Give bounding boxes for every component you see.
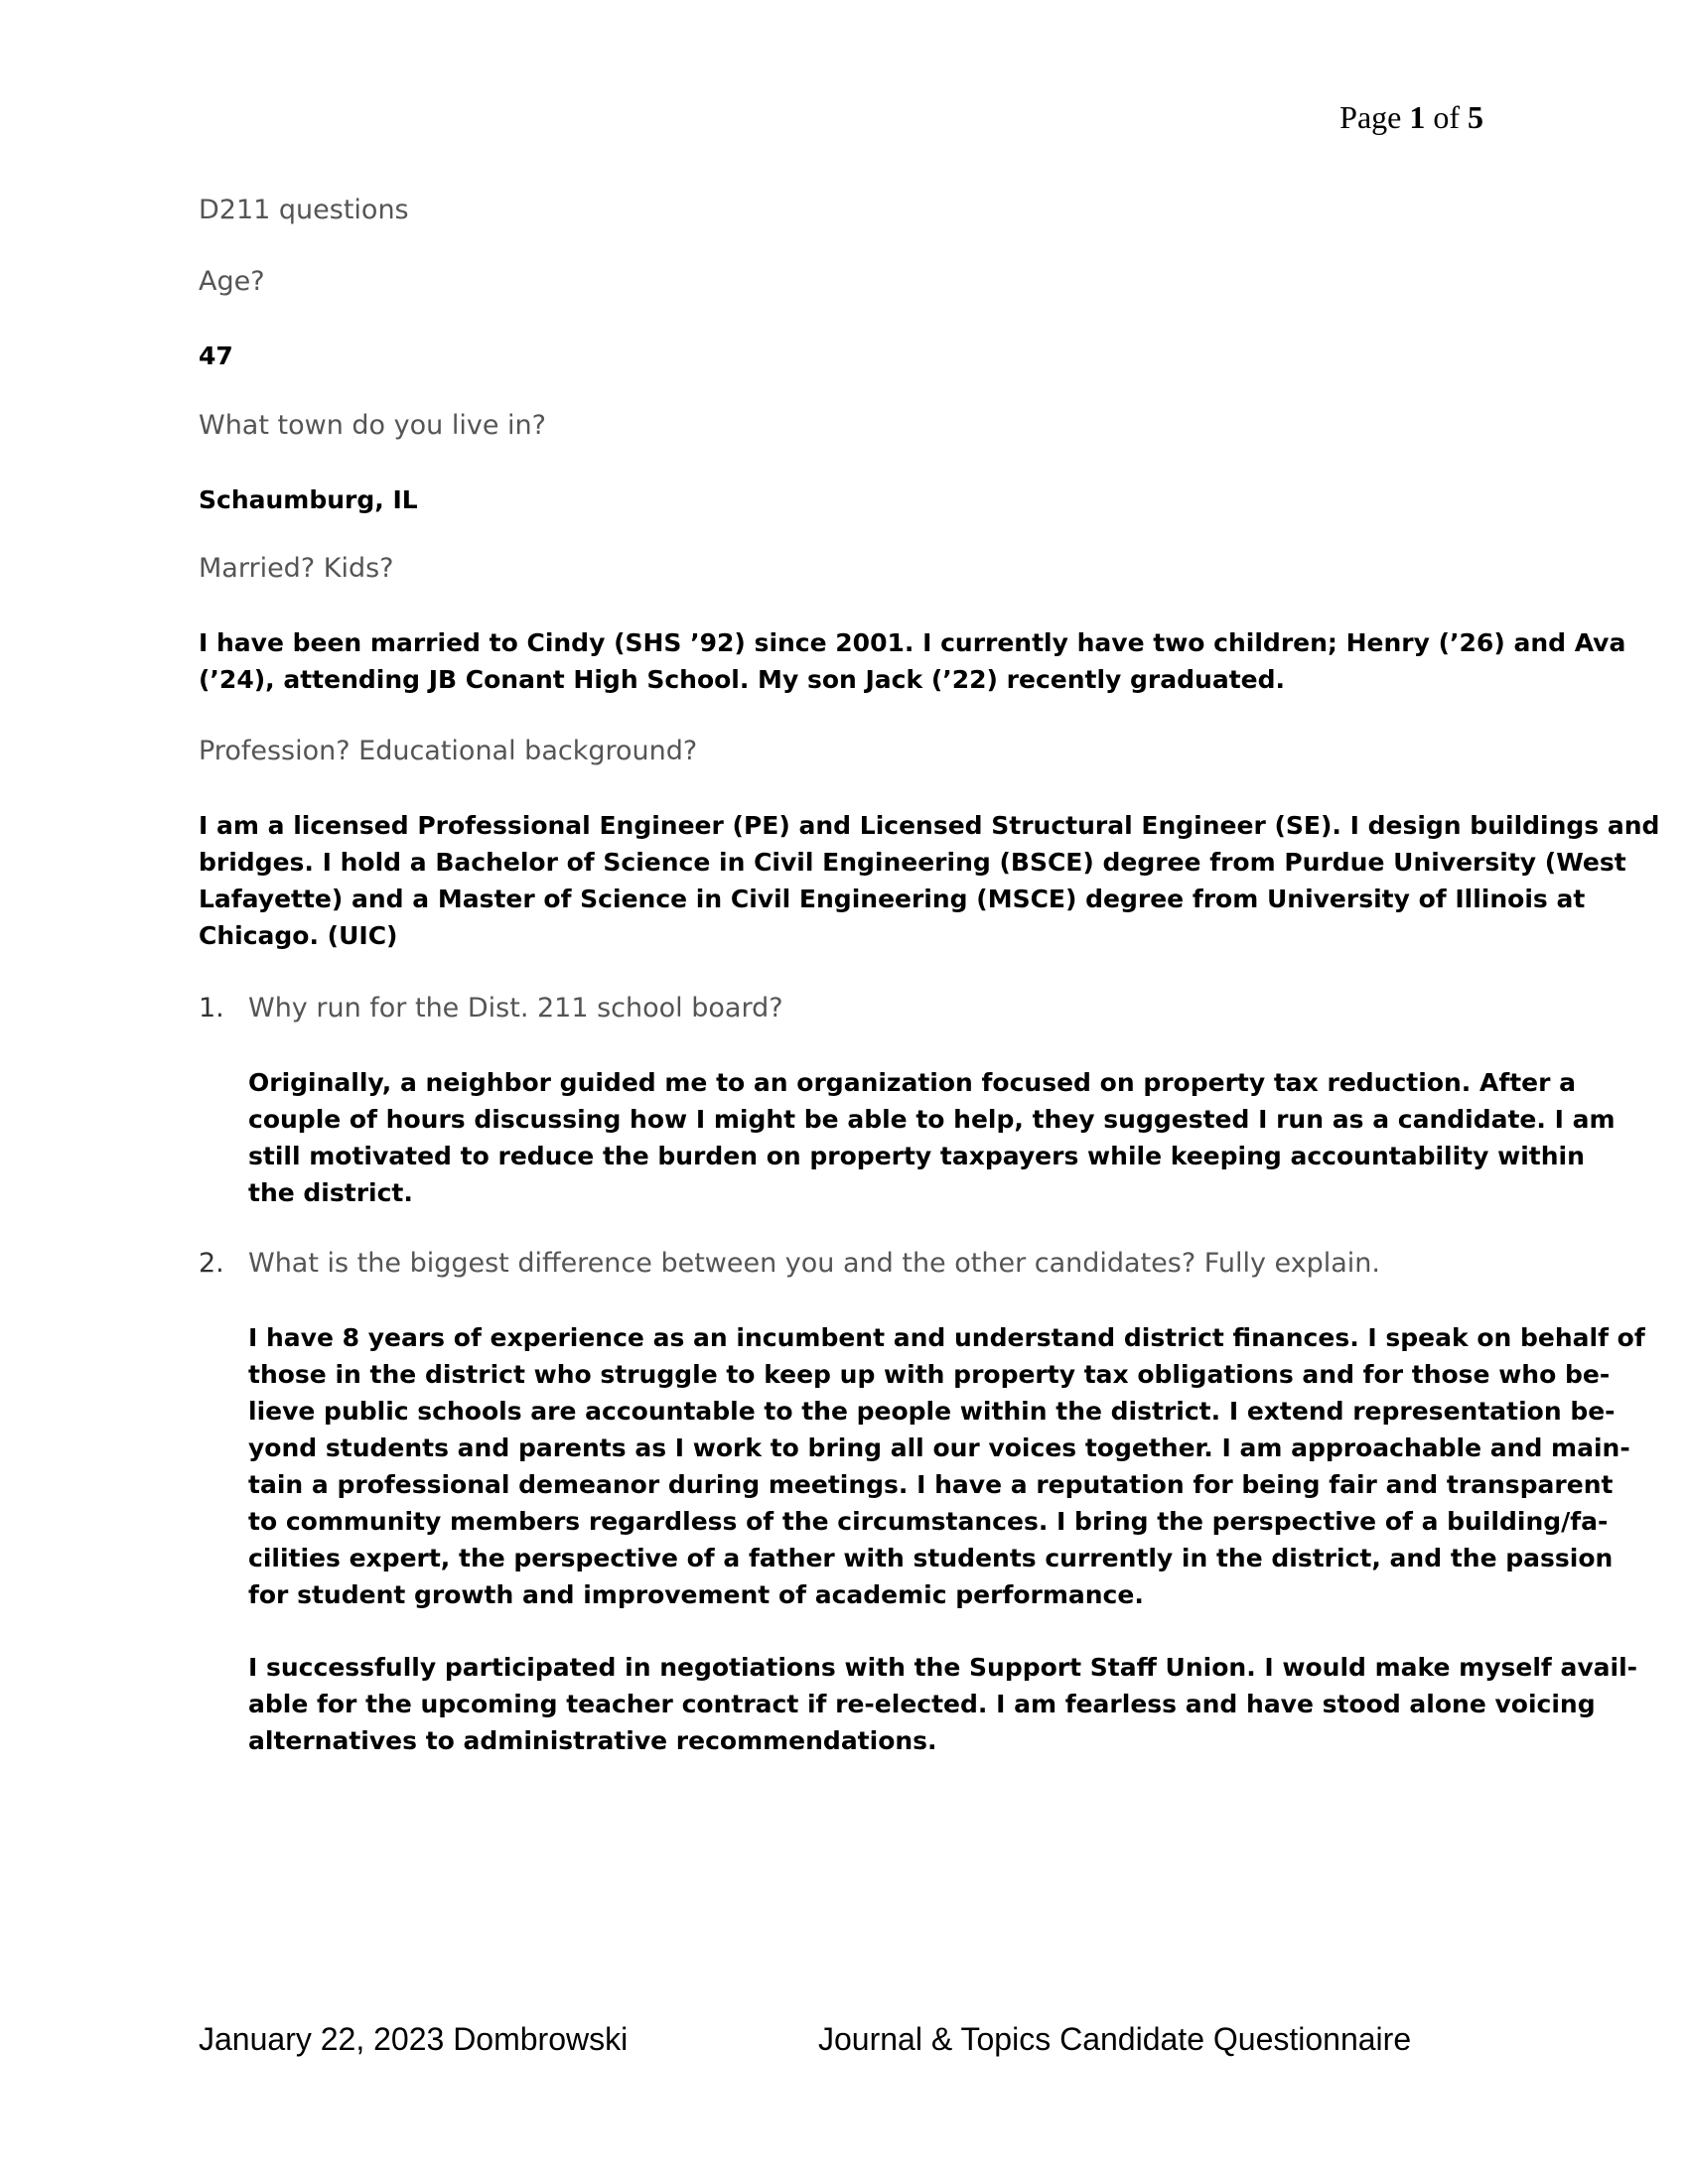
town-answer-line: Schaumburg, IL xyxy=(199,485,418,514)
answer-line: Chicago. (UIC) xyxy=(199,921,398,950)
answer-line: still motivated to reduce the burden on property taxpayers while keeping accountability within xyxy=(248,1142,1585,1170)
question-2-text: What is the biggest difference between you and the other candidates? Fully explain. xyxy=(248,1248,1380,1279)
answer-line: able for the upcoming teacher contract if re-elected. I am fearless and have stood alone voicing xyxy=(248,1690,1596,1718)
answer-line: I have been married to Cindy (SHS ’92) since 2001. I currently have two children; Henry (’26) and Ava xyxy=(199,628,1626,657)
family-question: Married? Kids? xyxy=(199,553,394,584)
age-question: Age? xyxy=(199,266,265,297)
town-answer xyxy=(199,481,1499,518)
profession-question: Profession? Educational background? xyxy=(199,736,698,766)
answer-line: I am a licensed Professional Engineer (PE) and Licensed Structural Engineer (SE). I design buildings and xyxy=(199,811,1660,840)
answer-line: tain a professional demeanor during meetings. I have a reputation for being fair and transparent xyxy=(248,1470,1614,1499)
answer-line: lieve public schools are accountable to the people within the district. I extend representation be- xyxy=(248,1397,1616,1426)
page-prefix: Page xyxy=(1339,99,1410,135)
question-2-answer-paragraph-1 xyxy=(248,1319,1645,1613)
question-2-answer-paragraph-2 xyxy=(248,1649,1638,1759)
age-answer xyxy=(199,338,1499,374)
question-1-answer xyxy=(248,1064,1616,1211)
question-1 xyxy=(199,993,783,1024)
footer-publication: Journal & Topics Candidate Questionnaire xyxy=(818,2021,1412,2057)
age-answer-line: 47 xyxy=(199,341,233,370)
answer-line: I have 8 years of experience as an incumbent and understand district finances. I speak on behalf of xyxy=(248,1323,1645,1352)
question-1-text: Why run for the Dist. 211 school board? xyxy=(248,993,783,1024)
answer-line: alternatives to administrative recommendations. xyxy=(248,1726,937,1755)
answer-line: couple of hours discussing how I might be able to help, they suggested I run as a candidate. I am xyxy=(248,1105,1616,1134)
answer-line: to community members regardless of the circumstances. I bring the perspective of a building/fa- xyxy=(248,1507,1609,1536)
question-2 xyxy=(199,1248,1380,1279)
answer-line: Originally, a neighbor guided me to an organization focused on property tax reduction. After a xyxy=(248,1068,1577,1097)
page-total: 5 xyxy=(1468,99,1483,135)
question-2-number: 2. xyxy=(199,1248,224,1279)
profession-answer xyxy=(199,807,1660,954)
page-current: 1 xyxy=(1409,99,1426,135)
answer-line: I successfully participated in negotiations with the Support Staff Union. I would make myself avail- xyxy=(248,1653,1638,1682)
footer-date-author: January 22, 2023 Dombrowski xyxy=(199,2021,629,2057)
answer-line: Lafayette) and a Master of Science in Civil Engineering (MSCE) degree from University of Illinois at xyxy=(199,885,1586,913)
answer-line: those in the district who struggle to keep up with property tax obligations and for those who be- xyxy=(248,1360,1611,1389)
family-answer xyxy=(199,624,1626,698)
answer-line: yond students and parents as I work to bring all our voices together. I am approachable and main- xyxy=(248,1433,1630,1462)
question-1-number: 1. xyxy=(199,993,224,1024)
answer-line: for student growth and improvement of academic performance. xyxy=(248,1580,1144,1609)
town-question: What town do you live in? xyxy=(199,410,546,441)
answer-line: the district. xyxy=(248,1178,413,1207)
page-number xyxy=(1339,99,1483,136)
answer-line: bridges. I hold a Bachelor of Science in Civil Engineering (BSCE) degree from Purdue University (West xyxy=(199,848,1626,877)
page-of: of xyxy=(1425,99,1468,135)
answer-line: cilities expert, the perspective of a father with students currently in the district, and the passion xyxy=(248,1544,1614,1572)
document-title: D211 questions xyxy=(199,195,409,225)
answer-line: (’24), attending JB Conant High School. My son Jack (’22) recently graduated. xyxy=(199,665,1285,694)
